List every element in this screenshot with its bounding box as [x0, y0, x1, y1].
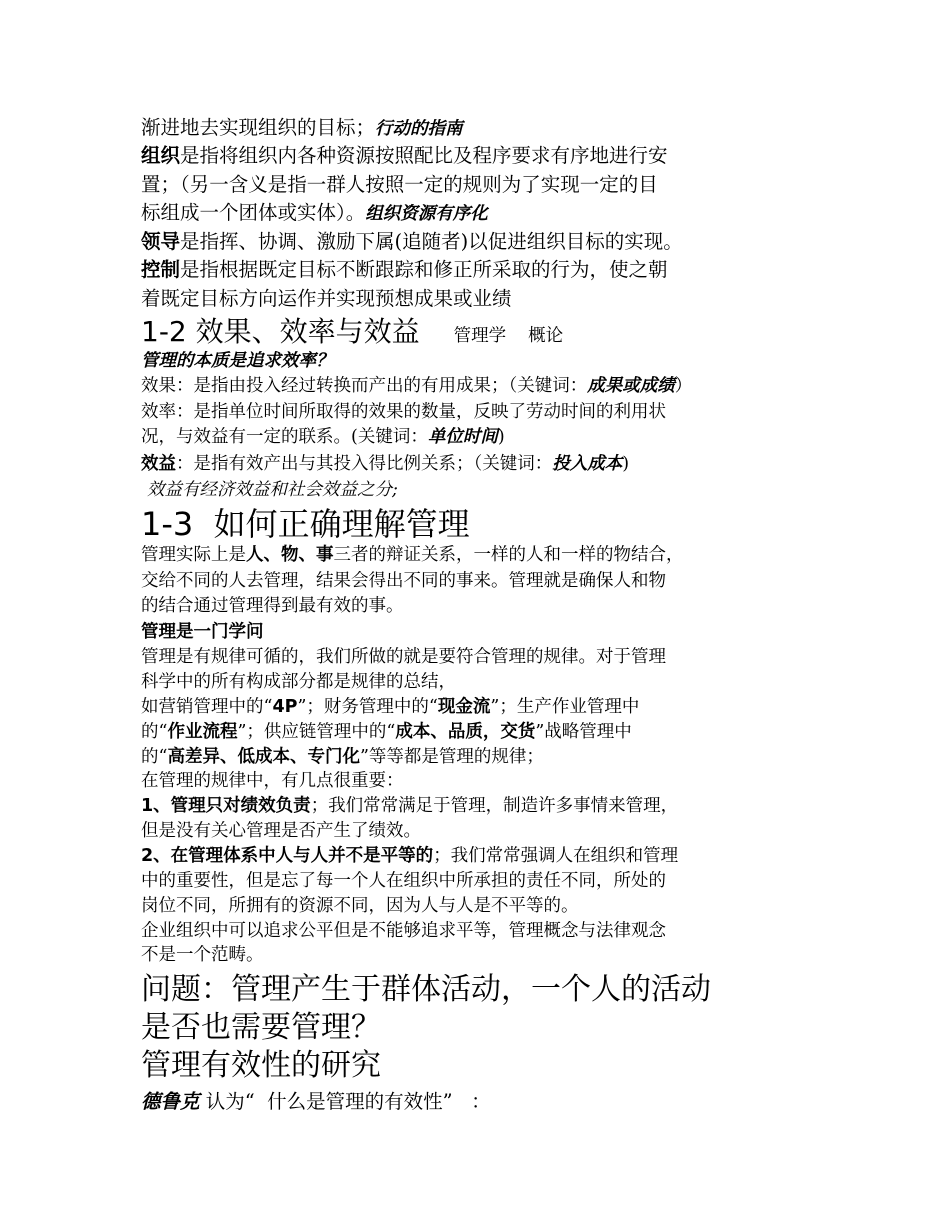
text-line: 管理是有规律可循的，我们所做的就是要符合管理的规律。对于管理 — [141, 647, 666, 667]
term-benefit: 效益 — [141, 454, 176, 474]
text-line — [141, 749, 544, 767]
text-line — [141, 1092, 491, 1112]
text-line — [141, 378, 692, 396]
emphasis: 成本、品质，交货 — [395, 722, 536, 742]
text: 的“ — [141, 722, 168, 742]
text-line — [141, 848, 678, 866]
text-line — [141, 289, 512, 309]
text-line: 企业组织中可以追求公平但是不能够追求平等，管理概念与法律观念 — [141, 921, 666, 941]
text-line — [141, 232, 683, 252]
text-line — [141, 118, 463, 139]
text: 的“ — [141, 747, 168, 767]
text-line — [141, 429, 505, 447]
text: 管理学 — [453, 326, 507, 346]
term-organize: 组织 — [141, 144, 181, 167]
text: ：是指单位时间所取得的效果的数量，反映了劳动时间的利用状 — [176, 402, 666, 422]
text: ：是指由投入经过转换而产出的有用成果；（关键词： — [176, 376, 588, 396]
text: 三者的辩证关系，一样的人和一样的物结合， — [333, 545, 684, 565]
question-heading: 问题：管理产生于群体活动，一个人的活动 — [141, 972, 711, 1007]
term-lead: 领导 — [141, 230, 181, 253]
section-heading-1-2 — [141, 315, 564, 348]
handwritten-note: 组织资源有序化 — [365, 204, 488, 224]
text-line — [141, 203, 488, 224]
handwritten-keyword: 单位时间 — [427, 427, 498, 447]
handwritten-question: 管理的本质是追求效率？ — [141, 351, 334, 371]
emphasis: 现金流 — [437, 697, 491, 717]
text: 是指挥、协调、激励下属(追随者)以促进组织目标的实现。 — [180, 230, 683, 253]
section-heading-1-3 — [141, 505, 470, 543]
emphasis: 人、物、事 — [246, 545, 334, 565]
text-line — [141, 146, 668, 166]
text: 概论 — [528, 326, 564, 346]
text: 认为“ 什么是管理的有效性” ： — [205, 1090, 491, 1113]
term-control: 控制 — [141, 258, 181, 281]
text: ”战略管理中 — [535, 722, 632, 742]
question-heading: 是否也需要管理？ — [141, 1010, 381, 1045]
text: 况，与效益有一定的联系。(关键词： — [141, 427, 428, 447]
text-line — [141, 547, 684, 565]
text-line: 中的重要性，但是忘了每一个人在组织中所承担的责任不同，所处的 — [141, 871, 666, 891]
text: 是指根据既定目标不断跟踪和修正所采取的行为，使之朝 — [180, 258, 668, 281]
section-number: 1-3 — [141, 505, 194, 543]
handwritten-note: 行动的指南 — [375, 119, 463, 139]
text: ) — [497, 427, 505, 447]
emphasis: 1、管理只对绩效负责 — [141, 796, 311, 816]
text-line — [141, 456, 629, 474]
text: ：是指有效产出与其投入得比例关系；（关键词： — [176, 454, 553, 474]
text: ”等等都是管理的规律； — [359, 747, 544, 767]
handwritten-keyword: 投入成本 — [552, 454, 623, 474]
text: 管理实际上是 — [141, 545, 246, 565]
text-line: 在管理的规律中，有几点很重要： — [141, 771, 404, 791]
text: 如营销管理中的“ — [141, 697, 273, 717]
handwritten-note: 效益有经济效益和社会效益之分; — [147, 480, 398, 500]
term-efficiency: 效率 — [141, 402, 176, 422]
text: ”；财务管理中的“ — [297, 697, 438, 717]
text: ”；供应链管理中的“ — [237, 722, 396, 742]
text: ) — [622, 454, 630, 474]
section-title: 如何正确理解管理 — [213, 505, 470, 543]
subheading: 管理是一门学问 — [141, 622, 264, 642]
term-effect: 效果 — [141, 376, 176, 396]
text: 标组成一个团体或实体）。 — [141, 201, 366, 224]
handwritten-keyword: 成果或成绩 — [587, 376, 675, 396]
text-line: 的结合通过管理得到最有效的事。 — [141, 596, 404, 616]
text-line — [141, 175, 658, 195]
text-line: 交给不同的人去管理，结果会得出不同的事来。管理就是确保人和物 — [141, 571, 666, 591]
emphasis: 作业流程 — [167, 722, 238, 742]
text: ”；生产作业管理中 — [490, 697, 640, 717]
text-line: 但是没有关心管理是否产生了绩效。 — [141, 821, 421, 841]
handwritten-name: 德鲁克 — [141, 1090, 200, 1113]
text: 渐进地去实现组织的目标； — [141, 116, 376, 139]
text-line: 岗位不同，所拥有的资源不同，因为人与人是不平等的。 — [141, 896, 579, 916]
emphasis: 高差异、低成本、专门化 — [167, 747, 360, 767]
emphasis: 2、在管理体系中人与人并不是平等的 — [141, 846, 434, 866]
text: ） — [674, 376, 693, 396]
text-line — [141, 404, 666, 422]
text-line: 不是一个范畴。 — [141, 945, 264, 965]
text-line — [141, 724, 632, 742]
emphasis: 4P — [272, 697, 298, 717]
text-line — [141, 699, 639, 717]
heading-effectiveness-study: 管理有效性的研究 — [141, 1048, 381, 1083]
text-line — [141, 260, 668, 280]
section-number: 1-2 — [141, 315, 187, 348]
text-line — [141, 798, 678, 816]
text: 着既定目标方向运作并实现预想成果或业绩 — [141, 287, 512, 310]
text: ；我们常常满足于管理，制造许多事情来管理， — [310, 796, 679, 816]
text: ；我们常常强调人在组织和管理 — [433, 846, 679, 866]
section-title: 效果、效率与效益 — [195, 315, 420, 348]
text: 置；（另一含义是指一群人按照一定的规则为了实现一定的目 — [141, 173, 658, 196]
text: 是指将组织内各种资源按照配比及程序要求有序地进行安 — [180, 144, 668, 167]
text-line: 科学中的所有构成部分都是规律的总结， — [141, 672, 456, 692]
